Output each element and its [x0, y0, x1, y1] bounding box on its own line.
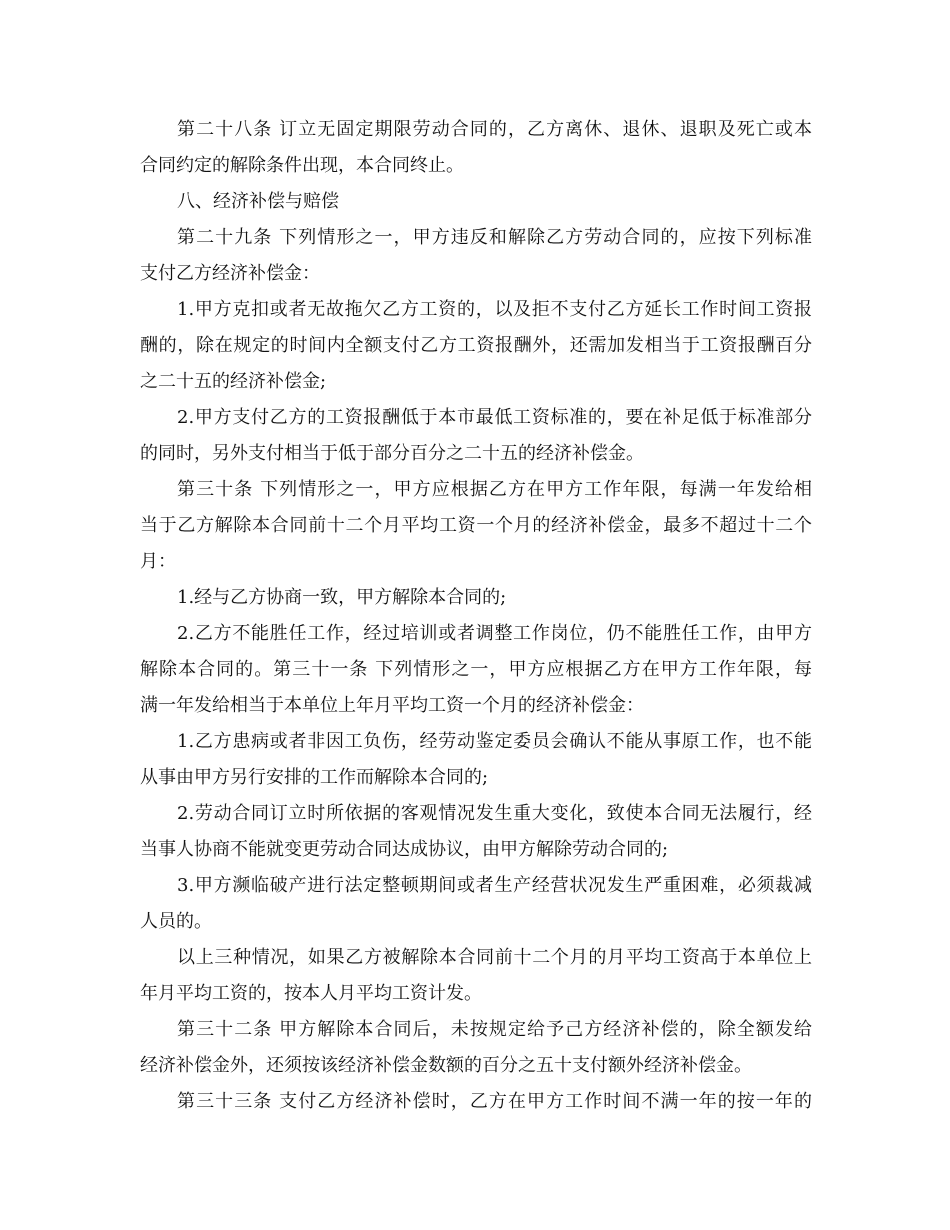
- text-line: 第二十八条 订立无固定期限劳动合同的，乙方离休、退休、退职及死亡或本: [177, 119, 812, 140]
- text-line: 第三十二条 甲方解除本合同后，未按规定给予己方经济补偿的，除全额发给: [177, 1019, 812, 1040]
- text-line: 1.乙方患病或者非因工负伤，经劳动鉴定委员会确认不能从事原工作，也不能: [177, 731, 812, 752]
- text-line: 解除本合同的。第三十一条 下列情形之一，甲方应根据乙方在甲方工作年限，每: [140, 659, 812, 680]
- text-line: 3.甲方濒临破产进行法定整顿期间或者生产经营状况发生严重困难，必须裁减: [177, 875, 812, 896]
- text-line: 从事由甲方另行安排的工作而解除本合同的;: [140, 767, 489, 788]
- section-heading: 八、经济补偿与赔偿: [177, 191, 339, 212]
- text-line: 年月平均工资的，按本人月平均工资计发。: [140, 983, 482, 1004]
- text-line: 以上三种情况，如果乙方被解除本合同前十二个月的月平均工资高于本单位上: [177, 947, 812, 968]
- text-line: 的同时，另外支付相当于低于部分百分之二十五的经济补偿金。: [140, 443, 644, 464]
- text-line: 2.劳动合同订立时所依据的客观情况发生重大变化，致使本合同无法履行，经: [177, 803, 812, 824]
- text-line: 1.甲方克扣或者无故拖欠乙方工资的，以及拒不支付乙方延长工作时间工资报: [177, 299, 812, 320]
- text-line: 第三十条 下列情形之一，甲方应根据乙方在甲方工作年限，每满一年发给相: [177, 479, 812, 500]
- text-line: 经济补偿金外，还须按该经济补偿金数额的百分之五十支付额外经济补偿金。: [140, 1055, 752, 1076]
- text-line: 2.甲方支付乙方的工资报酬低于本市最低工资标准的，要在补足低于标准部分: [177, 407, 812, 428]
- text-line: 满一年发给相当于本单位上年月平均工资一个月的经济补偿金：: [140, 695, 644, 716]
- text-line: 合同约定的解除条件出现，本合同终止。: [140, 155, 464, 176]
- text-line: 当于乙方解除本合同前十二个月平均工资一个月的经济补偿金，最多不超过十二个: [140, 515, 812, 536]
- text-line: 月：: [140, 551, 176, 572]
- text-line: 当事人协商不能就变更劳动合同达成协议，由甲方解除劳动合同的;: [140, 839, 669, 860]
- text-line: 第二十九条 下列情形之一，甲方违反和解除乙方劳动合同的，应按下列标准: [177, 227, 812, 248]
- text-line: 之二十五的经济补偿金;: [140, 371, 327, 392]
- document-body: [140, 112, 812, 1120]
- text-line: 人员的。: [140, 911, 212, 932]
- text-line: 支付乙方经济补偿金：: [140, 263, 320, 284]
- text-line: 2.乙方不能胜任工作，经过培训或者调整工作岗位，仍不能胜任工作，由甲方: [177, 623, 812, 644]
- text-line: 酬的，除在规定的时间内全额支付乙方工资报酬外，还需加发相当于工资报酬百分: [140, 335, 812, 356]
- text-line: 第三十三条 支付乙方经济补偿时，乙方在甲方工作时间不满一年的按一年的: [177, 1091, 812, 1112]
- text-line: 1.经与乙方协商一致，甲方解除本合同的;: [177, 587, 507, 608]
